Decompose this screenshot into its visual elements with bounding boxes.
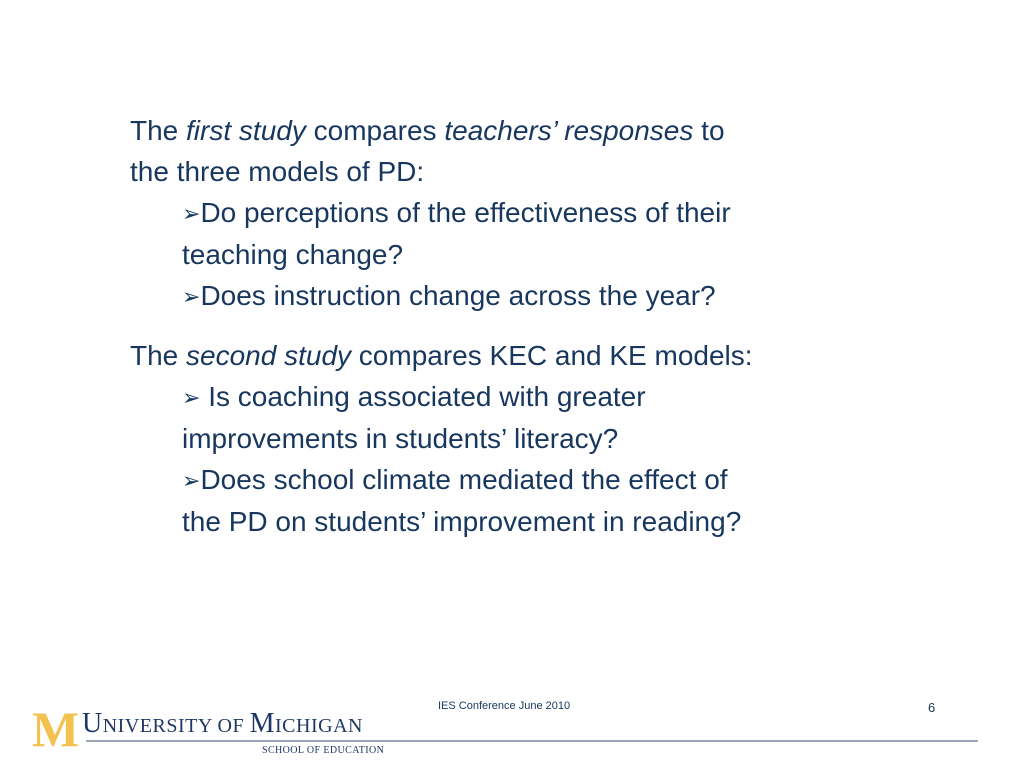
study1-intro-emphasis2: teachers’ responses: [444, 115, 694, 146]
footer-divider: [86, 740, 978, 742]
logo-school-of-education: SCHOOL OF EDUCATION: [262, 745, 385, 756]
study2-bullet-2-text: Does school climate mediated the effect of: [200, 464, 728, 495]
footer-conference-label: IES Conference June 2010: [438, 700, 571, 712]
study1-intro-line2: the three models of PD:: [130, 156, 425, 187]
block-m-icon: M: [32, 702, 80, 757]
study2-bullet-1-text-cont: improvements in students’ literacy?: [182, 423, 619, 454]
study1-bullet-1: [130, 192, 910, 234]
study1-intro-emphasis1: first study: [186, 115, 306, 146]
logo-text-university: NIVERSITY OF: [102, 715, 250, 737]
study2-intro-emphasis: second study: [186, 340, 352, 371]
logo-text-michigan: ICHIGAN: [275, 715, 363, 737]
study1-intro-prefix: The: [130, 115, 187, 146]
study2-intro-prefix: The: [130, 340, 187, 371]
study1-bullet-2: [130, 275, 910, 317]
arrow-bullet-icon: ➢: [182, 284, 201, 309]
study2-intro-suffix: compares KEC and KE models:: [351, 340, 753, 371]
study1-bullet-2-text: Does instruction change across the year?: [200, 280, 716, 311]
study1-intro-mid: compares: [305, 115, 445, 146]
study2-intro-line: [130, 335, 910, 376]
logo-cap-u: U: [82, 708, 103, 739]
study1-bullet-1-text-cont: teaching change?: [182, 239, 404, 270]
logo-cap-m: M: [249, 708, 276, 739]
page-number: 6: [928, 700, 936, 715]
study1-section: [130, 110, 910, 317]
arrow-bullet-icon: ➢: [182, 385, 201, 410]
logo-wordmark: [82, 708, 363, 740]
study2-bullet-2-text-cont: the PD on students’ improvement in reading?: [182, 506, 742, 537]
study1-intro-line1: [130, 110, 910, 151]
arrow-bullet-icon: ➢: [182, 468, 201, 493]
study1-bullet-1-text: Do perceptions of the effectiveness of their: [200, 197, 731, 228]
arrow-bullet-icon: ➢: [182, 201, 201, 226]
study2-bullet-1-text: Is coaching associated with greater: [200, 381, 646, 412]
study2-section: [130, 335, 910, 542]
study2-bullet-2: [130, 459, 910, 501]
study2-bullet-1: [130, 376, 910, 418]
study1-intro-suffix: to: [693, 115, 725, 146]
slide-body: [130, 110, 910, 542]
